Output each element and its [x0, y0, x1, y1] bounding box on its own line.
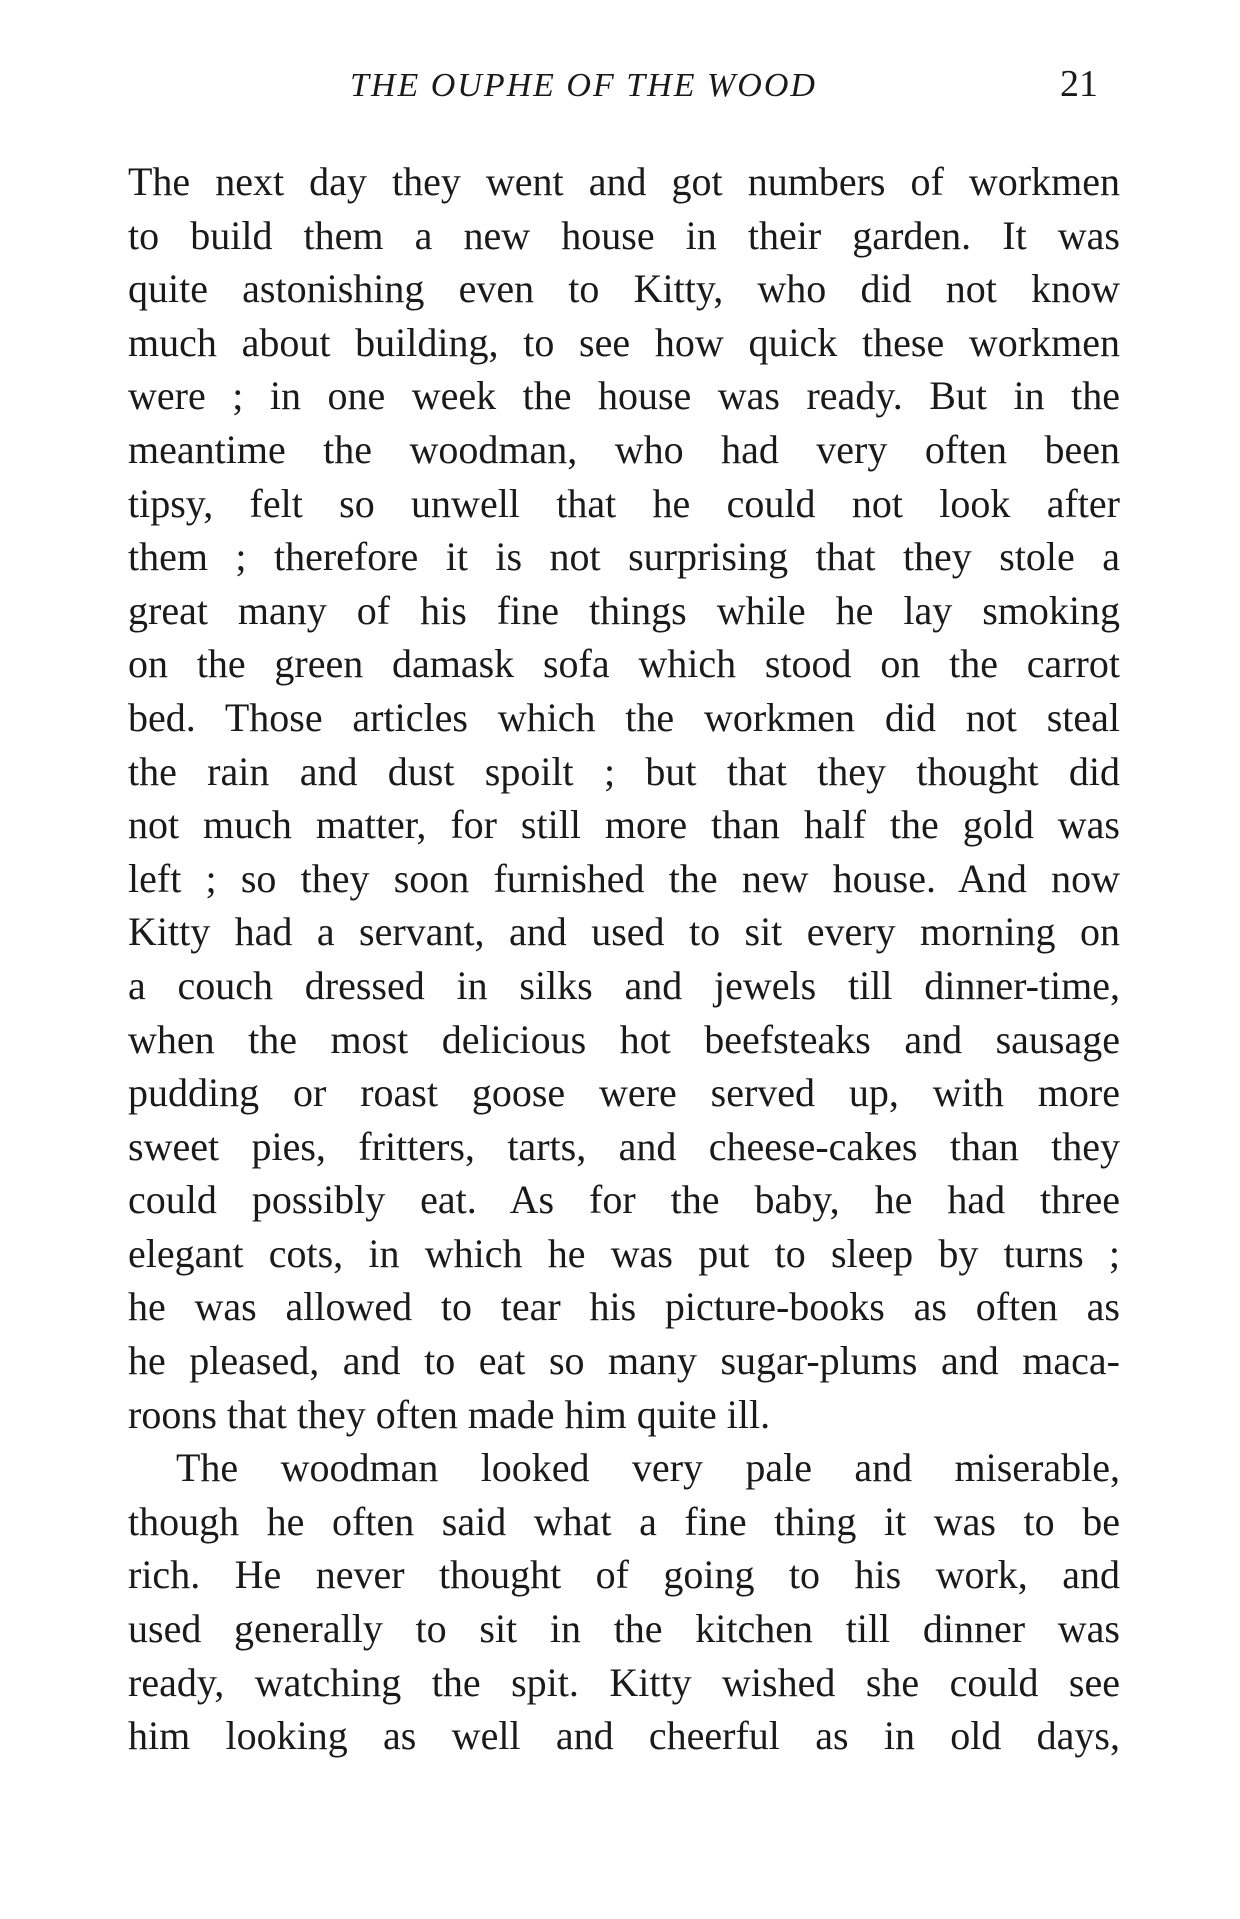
- text-line: when the most delicious hot beefsteaks and sausage: [128, 1016, 1120, 1062]
- text-line: pudding or roast goose were served up, with more: [128, 1070, 1120, 1116]
- text-line: bed. Those articles which the workmen did not steal: [128, 694, 1120, 740]
- text-line: much about building, to see how quick these workmen: [128, 319, 1120, 365]
- body-text: [128, 155, 1120, 1763]
- text-line: them ; therefore it is not surprising that they stole a: [128, 534, 1120, 580]
- text-line: were ; in one week the house was ready. But in the: [128, 373, 1120, 419]
- text-line: the rain and dust spoilt ; but that they thought did: [128, 748, 1120, 794]
- page-number: 21: [1060, 63, 1098, 105]
- text-line: The woodman looked very pale and miserable,: [176, 1445, 1120, 1491]
- text-line: quite astonishing even to Kitty, who did not know: [128, 266, 1120, 312]
- text-line: could possibly eat. As for the baby, he had three: [128, 1177, 1120, 1223]
- text-line: left ; so they soon furnished the new house. And now: [128, 855, 1120, 901]
- text-line: great many of his fine things while he lay smoking: [128, 587, 1120, 633]
- text-line: on the green damask sofa which stood on the carrot: [128, 641, 1120, 687]
- text-line: The next day they went and got numbers of workmen: [128, 159, 1120, 204]
- text-line: a couch dressed in silks and jewels till dinner-time,: [128, 962, 1120, 1008]
- text-line: not much matter, for still more than half the gold was: [128, 802, 1120, 848]
- text-line: meantime the woodman, who had very often been: [128, 426, 1120, 472]
- text-line: though he often said what a fine thing it was to be: [128, 1498, 1120, 1544]
- text-line: him looking as well and cheerful as in old days,: [128, 1713, 1120, 1759]
- text-line: used generally to sit in the kitchen till dinner was: [128, 1606, 1120, 1652]
- text-line: sweet pies, fritters, tarts, and cheese-cakes than they: [128, 1123, 1120, 1169]
- text-line: Kitty had a servant, and used to sit every morning on: [128, 909, 1120, 955]
- text-line: ready, watching the spit. Kitty wished she could see: [128, 1659, 1120, 1705]
- text-line: he was allowed to tear his picture-books as often as: [128, 1284, 1120, 1330]
- text-line: tipsy, felt so unwell that he could not look after: [128, 480, 1120, 526]
- running-title: THE OUPHE OF THE WOOD: [350, 67, 817, 104]
- text-line: roons that they often made him quite ill.: [128, 1391, 771, 1437]
- text-line: elegant cots, in which he was put to sleep by turns ;: [128, 1230, 1120, 1276]
- text-line: rich. He never thought of going to his work, and: [128, 1552, 1120, 1598]
- text-line: he pleased, and to eat so many sugar-plums and maca-: [128, 1338, 1120, 1384]
- text-line: to build them a new house in their garden. It was: [128, 212, 1120, 258]
